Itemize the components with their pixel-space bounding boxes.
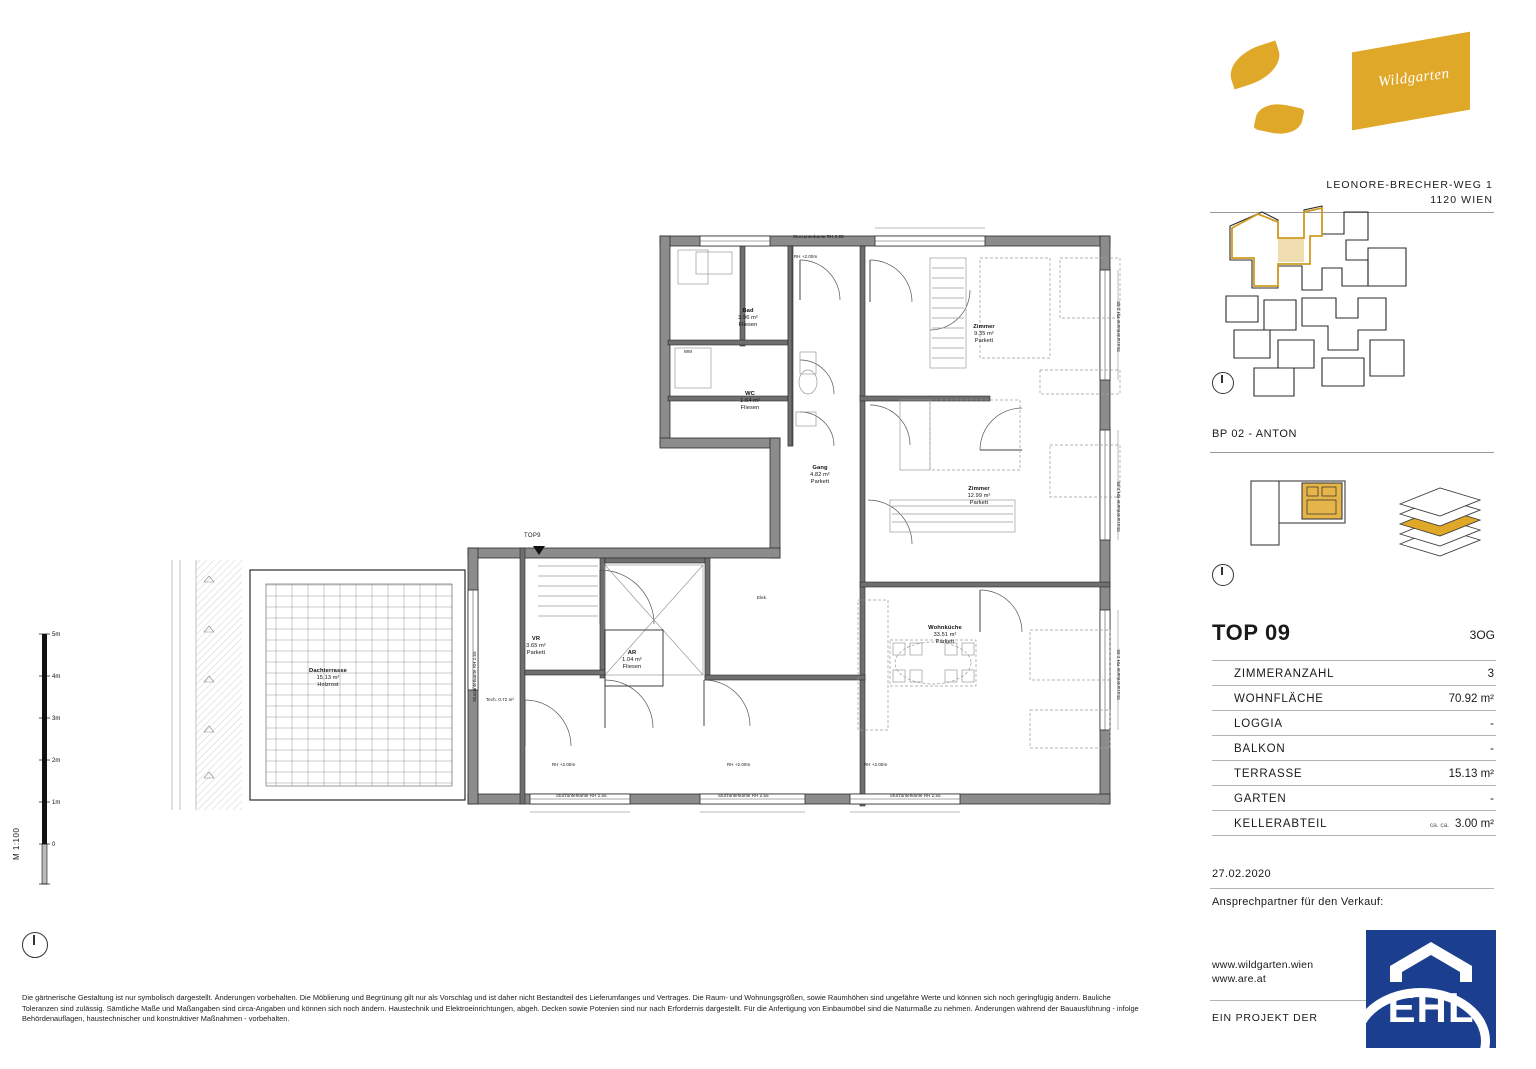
table-row xyxy=(1212,736,1496,761)
oak-leaf-icon xyxy=(1253,100,1304,139)
room-name: AR xyxy=(627,650,637,656)
table-row xyxy=(1212,711,1496,736)
plan-date: 27.02.2020 xyxy=(1212,868,1272,880)
row-value xyxy=(1395,811,1496,836)
room-floor: Parkett xyxy=(935,639,955,645)
building-isometric xyxy=(1384,470,1494,575)
cellar-value: 3.00 m² xyxy=(1455,818,1494,830)
room-area: 9.35 m² xyxy=(974,331,994,337)
svg-text:3m: 3m xyxy=(52,716,61,722)
window-dim-vertical: Sturzunterkante RH 2.55 xyxy=(472,651,477,702)
brand-name: Wildgarten xyxy=(1377,65,1451,91)
room-label-vr xyxy=(514,636,558,657)
north-arrow-icon-2 xyxy=(1212,564,1234,586)
svg-text:0: 0 xyxy=(52,842,56,848)
table-row xyxy=(1212,661,1496,686)
building-level-plan xyxy=(1250,480,1346,548)
annotation-tech: Tech. 0.72 m² xyxy=(486,697,514,702)
room-area: 4.82 m² xyxy=(810,472,830,478)
door-dim: RH +2.00m xyxy=(794,254,818,259)
window-dim: Sturzunterkante RH 2.55 xyxy=(793,234,844,239)
window-dim-vertical: Sturzunterkante RH 2.55 xyxy=(1116,649,1121,700)
window-dim: Sturzunterkante RH 2.55 xyxy=(718,793,769,798)
row-key: WOHNFLÄCHE xyxy=(1212,686,1395,711)
row-value: - xyxy=(1395,786,1496,811)
room-name: Zimmer xyxy=(968,486,990,492)
room-area: 3.96 m² xyxy=(738,315,758,321)
room-name: WC xyxy=(745,391,755,397)
top-marker-arrow-icon xyxy=(533,546,545,555)
room-area: 15.13 m² xyxy=(316,675,340,681)
room-label-wc xyxy=(728,391,772,412)
website-are[interactable]: www.are.at xyxy=(1212,973,1266,985)
disclaimer-text: Die gärtnerische Gestaltung ist nur symbolisch dargestellt. Änderungen vorbehalten. Die Möblierung und Begrünung gilt nur als Vorschlag und ist daher nicht Bestandteil des Lieferumfanges und Vertrages. Die Raum- und Wohnungsgrößen, sowie Raumhöhen sind ungefähre Werte und können sich noch geringfügig ändern. Bauliche Toleranzen sind zulässig. Sämtliche Maße und Maßangaben sind circa-Angaben und können sich noch ändern. Haustechnik und Elektroeinrichtungen, abgeh. Decken sowie Potenien sind nur nach Erfordernis dargestellt. Für die Anfertigung von Einbaumöbel sind die Naturmaße zu nehmen. Änderungen während der Bauausführung - infolge Behördenauflagen, haustechnischer und konstruktiver Maßnahmen - vorbehalten. xyxy=(22,993,1139,1024)
room-label-zimmer-2 xyxy=(952,486,1006,507)
table-row xyxy=(1212,811,1496,836)
top-marker-label: TOP9 xyxy=(524,533,541,539)
svg-text:4m: 4m xyxy=(52,674,61,680)
building-part-label: BP 02 - ANTON xyxy=(1212,428,1298,440)
ehl-wordmark: EHL xyxy=(1387,984,1475,1031)
page-title: TOP 09 xyxy=(1212,620,1291,645)
website-wildgarten[interactable]: www.wildgarten.wien xyxy=(1212,959,1314,971)
annotation-elek: Elek. xyxy=(757,595,768,600)
house-icon xyxy=(1388,940,1474,984)
table-row xyxy=(1212,686,1496,711)
unit-data-table xyxy=(1212,660,1496,836)
room-floor: Parkett xyxy=(969,500,989,506)
cellar-note: ca. ca. xyxy=(1429,822,1449,829)
room-area: 1.04 m² xyxy=(622,657,642,663)
floor-plan-drawing xyxy=(100,200,1190,840)
room-name: Gang xyxy=(812,465,828,471)
room-label-ar xyxy=(610,650,654,671)
scale-bar xyxy=(30,630,70,890)
scale-label: M 1:100 xyxy=(12,827,21,860)
row-key: ZIMMERANZAHL xyxy=(1212,661,1395,686)
row-key: BALKON xyxy=(1212,736,1395,761)
annotation-wm: WM xyxy=(684,349,693,354)
room-name: Wohnküche xyxy=(928,625,962,631)
web-links xyxy=(1212,958,1313,986)
room-label-bad xyxy=(726,308,770,329)
svg-text:2m: 2m xyxy=(52,758,61,764)
unit-level: 3OG xyxy=(1469,628,1495,642)
contact-label: Ansprechpartner für den Verkauf: xyxy=(1212,896,1384,908)
table-row xyxy=(1212,761,1496,786)
room-floor: Parkett xyxy=(974,338,994,344)
divider xyxy=(1210,888,1494,889)
room-area: 33.51 m² xyxy=(933,632,957,638)
leaf-icon xyxy=(1224,40,1286,89)
divider xyxy=(1210,452,1494,453)
window-dim: Sturzunterkante RH 2.55 xyxy=(556,793,607,798)
ehl-logo xyxy=(1366,930,1496,1048)
row-value: 15.13 m² xyxy=(1395,761,1496,786)
window-dim: Sturzunterkante RH 2.55 xyxy=(890,793,941,798)
row-value: - xyxy=(1395,736,1496,761)
room-label-dachterrasse xyxy=(288,668,368,689)
room-name: Dachterrasse xyxy=(309,668,347,674)
room-label-zimmer-1 xyxy=(958,324,1010,345)
room-label-wohnkueche xyxy=(914,625,976,646)
wildgarten-logo xyxy=(1222,22,1492,142)
svg-text:5m: 5m xyxy=(52,632,61,638)
project-by-label: EIN PROJEKT DER xyxy=(1212,1012,1318,1024)
address-line-2: 1120 WIEN xyxy=(1430,194,1493,206)
door-dim: RH +2.00m xyxy=(727,762,751,767)
row-key: KELLERABTEIL xyxy=(1212,811,1395,836)
site-key-map xyxy=(1218,190,1418,405)
room-floor: Holzrost xyxy=(317,682,339,688)
room-floor: Fliesen xyxy=(738,322,758,328)
window-dim-vertical: Sturzunterkante RH 2.55 xyxy=(1116,301,1121,352)
svg-text:1m: 1m xyxy=(52,800,61,806)
room-area: 1.64 m² xyxy=(740,398,760,404)
row-key: TERRASSE xyxy=(1212,761,1395,786)
room-floor: Fliesen xyxy=(740,405,760,411)
room-floor: Parkett xyxy=(810,479,830,485)
room-label-gang xyxy=(798,465,842,486)
door-dim: RH +2.00m xyxy=(552,762,576,767)
table-row xyxy=(1212,786,1496,811)
north-arrow-icon xyxy=(1212,372,1234,394)
row-value: - xyxy=(1395,711,1496,736)
north-arrow-icon-3 xyxy=(22,932,48,958)
room-floor: Parkett xyxy=(526,650,546,656)
room-name: Zimmer xyxy=(973,324,995,330)
row-value: 70.92 m² xyxy=(1395,686,1496,711)
room-name: Bad xyxy=(742,308,754,314)
room-floor: Fliesen xyxy=(622,664,642,670)
room-name: VR xyxy=(531,636,541,642)
row-value: 3 xyxy=(1395,661,1496,686)
door-dim: RH +2.00m xyxy=(864,762,888,767)
row-key: GARTEN xyxy=(1212,786,1395,811)
room-area: 3.65 m² xyxy=(526,643,546,649)
room-area: 12.99 m² xyxy=(967,493,991,499)
row-key: LOGGIA xyxy=(1212,711,1395,736)
address-line-1: LEONORE-BRECHER-WEG 1 xyxy=(1326,179,1493,191)
window-dim-vertical: Sturzunterkante RH 2.55 xyxy=(1116,481,1121,532)
